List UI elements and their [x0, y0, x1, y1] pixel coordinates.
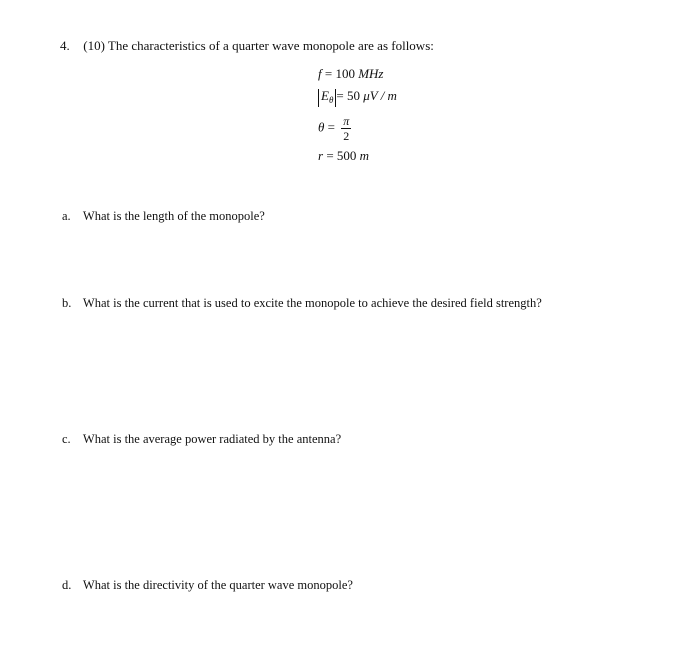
- theta-fraction: [341, 114, 351, 143]
- question-a-text: What is the length of the monopole?: [82, 209, 265, 223]
- frequency-unit: MHz: [358, 66, 384, 81]
- problem-heading: [60, 38, 434, 54]
- question-c-label: c.: [62, 432, 71, 446]
- question-c-text: What is the average power radiated by the antenna?: [82, 432, 342, 446]
- electric-field-symbol: E: [321, 88, 329, 103]
- question-d-text: What is the directivity of the quarter wave monopole?: [82, 578, 353, 592]
- question-b: [62, 296, 542, 311]
- frequency-equals: =: [321, 66, 333, 81]
- electric-field-subscript: θ: [328, 95, 334, 105]
- electric-field-magnitude: [318, 89, 336, 107]
- problem-heading-text: (10) The characteristics of a quarter wave monopole are as follows:: [83, 38, 434, 53]
- question-d: [62, 578, 353, 593]
- problem-number: 4.: [60, 38, 70, 53]
- electric-field-equals: =: [336, 88, 344, 103]
- equation-frequency: [318, 66, 384, 82]
- question-d-label: d.: [62, 578, 72, 592]
- question-c: [62, 432, 341, 447]
- theta-equals: =: [324, 119, 335, 135]
- distance-symbol: r: [318, 148, 324, 163]
- theta-denominator: 2: [343, 129, 350, 143]
- question-a: [62, 209, 265, 224]
- equation-distance: [318, 148, 369, 164]
- equation-electric-field: [318, 88, 397, 107]
- question-b-label: b.: [62, 296, 72, 310]
- equation-theta: [318, 114, 351, 143]
- electric-field-value: 50: [346, 88, 360, 103]
- frequency-value: 100: [335, 66, 355, 81]
- question-b-text: What is the current that is used to excite the monopole to achieve the desired field strength?: [82, 296, 542, 310]
- question-a-label: a.: [62, 209, 71, 223]
- distance-equals: =: [323, 148, 334, 163]
- distance-value: 500: [336, 148, 357, 163]
- theta-symbol: θ: [318, 119, 325, 135]
- theta-numerator: π: [343, 114, 350, 128]
- frequency-symbol: f: [318, 66, 322, 81]
- electric-field-unit: μV / m: [363, 88, 397, 103]
- distance-unit: m: [359, 148, 370, 163]
